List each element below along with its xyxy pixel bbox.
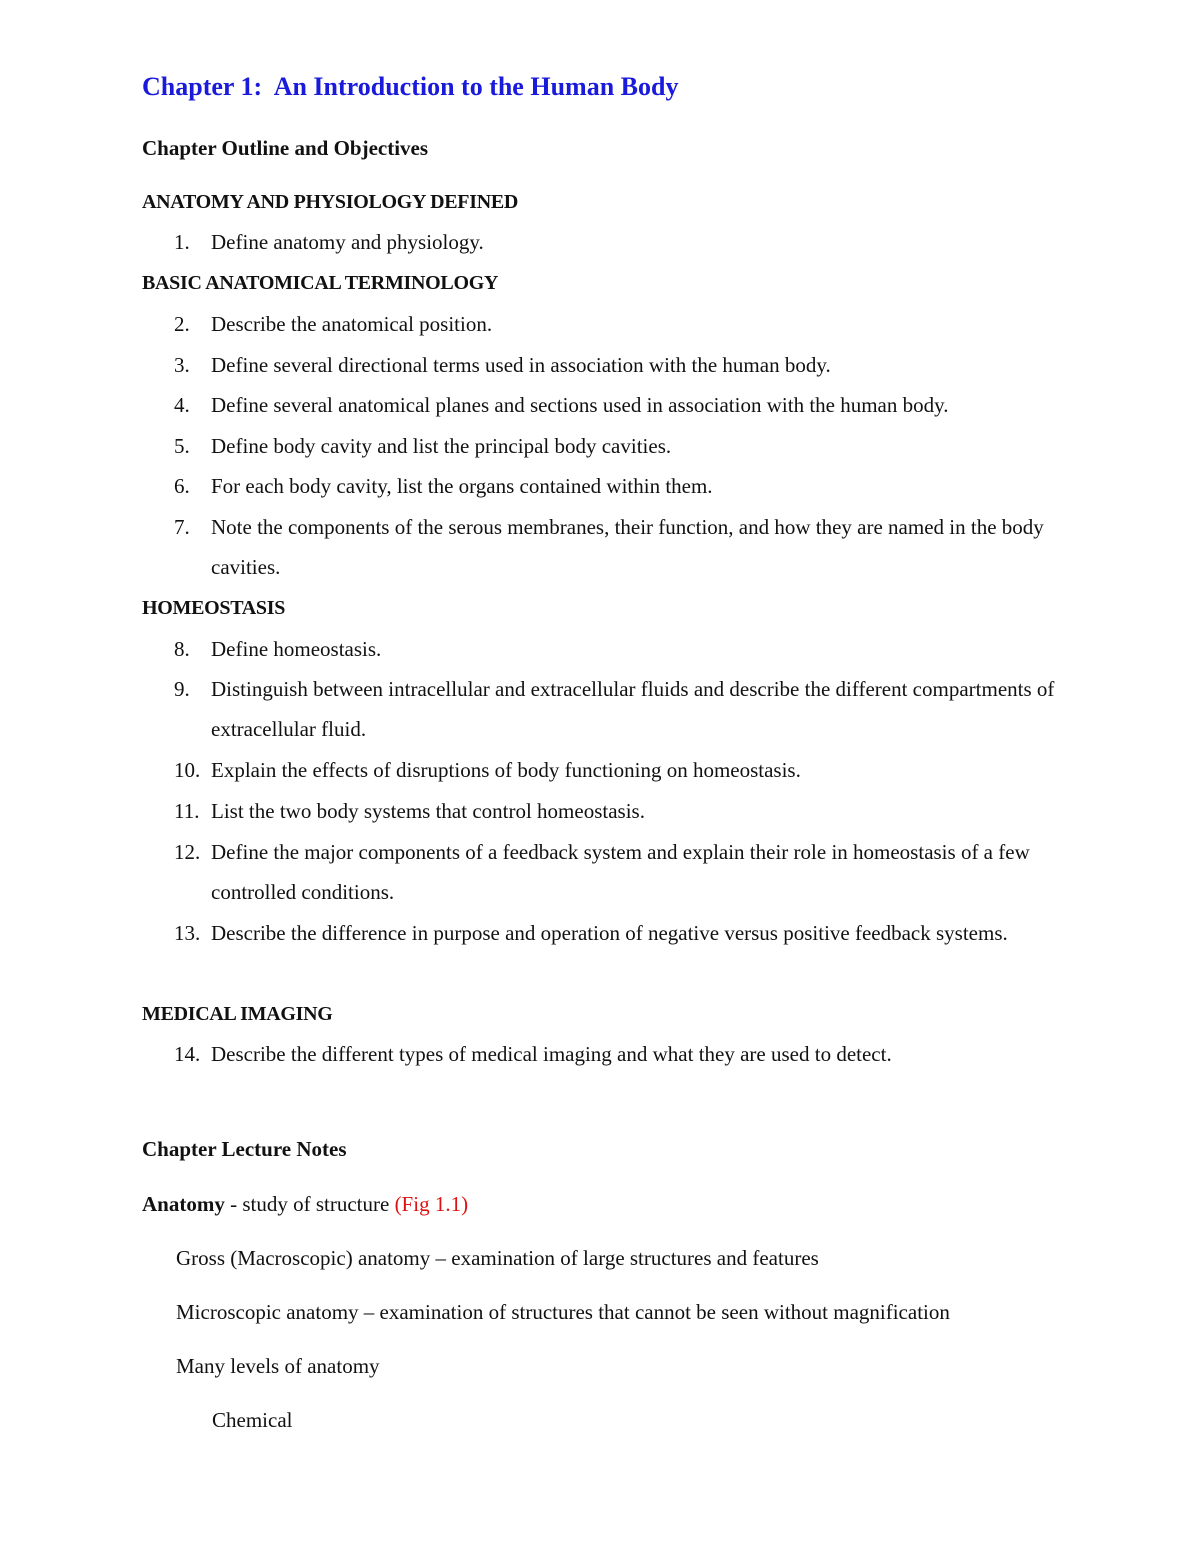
objective-item [174,629,1074,669]
objective-text: Distinguish between intracellular and extracellular fluids and describe the different compartments of extracellular fluid. [211,677,1055,741]
objective-text: Define anatomy and physiology. [211,230,484,254]
objective-number: 2. [174,312,190,336]
objective-item [174,385,1074,425]
objective-item [174,832,1074,912]
chapter-title: Chapter 1: An Introduction to the Human Body [142,72,679,101]
anatomy-term: Anatomy [142,1192,225,1216]
objective-number: 9. [174,677,190,701]
objective-item [174,345,1074,385]
objective-text: Describe the different types of medical imaging and what they are used to detect. [211,1042,892,1066]
objective-text: Define several anatomical planes and sections used in association with the human body. [211,393,949,417]
objective-item [174,791,1074,831]
objective-text: Note the components of the serous membranes, their function, and how they are named in the body cavities. [211,515,1044,579]
objective-text: For each body cavity, list the organs contained within them. [211,474,713,498]
microscopic-anatomy-note: Microscopic anatomy – examination of structures that cannot be seen without magnification [176,1300,950,1324]
lecture-heading: Chapter Lecture Notes [142,1137,347,1161]
objective-text: Describe the anatomical position. [211,312,493,336]
objective-item [174,466,1074,506]
objective-number: 3. [174,353,190,377]
figure-reference: (Fig 1.1) [394,1192,469,1216]
objective-text: Define the major components of a feedback system and explain their role in homeostasis of a few controlled conditions. [211,840,1030,904]
objective-number: 14. [174,1042,201,1066]
objective-item [174,507,1074,587]
objective-text: List the two body systems that control homeostasis. [211,799,645,823]
objective-item [174,1034,1074,1074]
objective-text: Describe the difference in purpose and operation of negative versus positive feedback systems. [211,921,1008,945]
levels-of-anatomy-note: Many levels of anatomy [176,1354,380,1378]
objective-text: Explain the effects of disruptions of body functioning on homeostasis. [211,758,801,782]
outline-heading: Chapter Outline and Objectives [142,136,429,160]
section-heading: MEDICAL IMAGING [142,1003,333,1025]
section-heading: HOMEOSTASIS [142,597,286,619]
objective-item [174,304,1074,344]
objective-text: Define homeostasis. [211,637,382,661]
objective-item [174,669,1074,749]
objective-number: 6. [174,474,190,498]
objective-text: Define body cavity and list the principal body cavities. [211,434,672,458]
section-heading: BASIC ANATOMICAL TERMINOLOGY [142,272,499,294]
objective-number: 1. [174,230,190,254]
section-heading: ANATOMY AND PHYSIOLOGY DEFINED [142,191,519,213]
objective-number: 5. [174,434,190,458]
gross-anatomy-note: Gross (Macroscopic) anatomy – examination of large structures and features [176,1246,819,1270]
objective-number: 13. [174,921,201,945]
objective-number: 11. [174,799,200,823]
objective-number: 8. [174,637,190,661]
objective-number: 10. [174,758,201,782]
objective-item [174,426,1074,466]
chemical-level-note: Chemical [212,1408,293,1432]
objective-number: 4. [174,393,190,417]
objective-item [174,913,1074,953]
objective-text: Define several directional terms used in association with the human body. [211,353,831,377]
anatomy-definition-text: - study of structure [224,1192,395,1216]
objective-number: 12. [174,840,201,864]
anatomy-definition [142,1192,468,1217]
objective-item [174,750,1074,790]
objective-item [174,222,1074,262]
objective-number: 7. [174,515,190,539]
